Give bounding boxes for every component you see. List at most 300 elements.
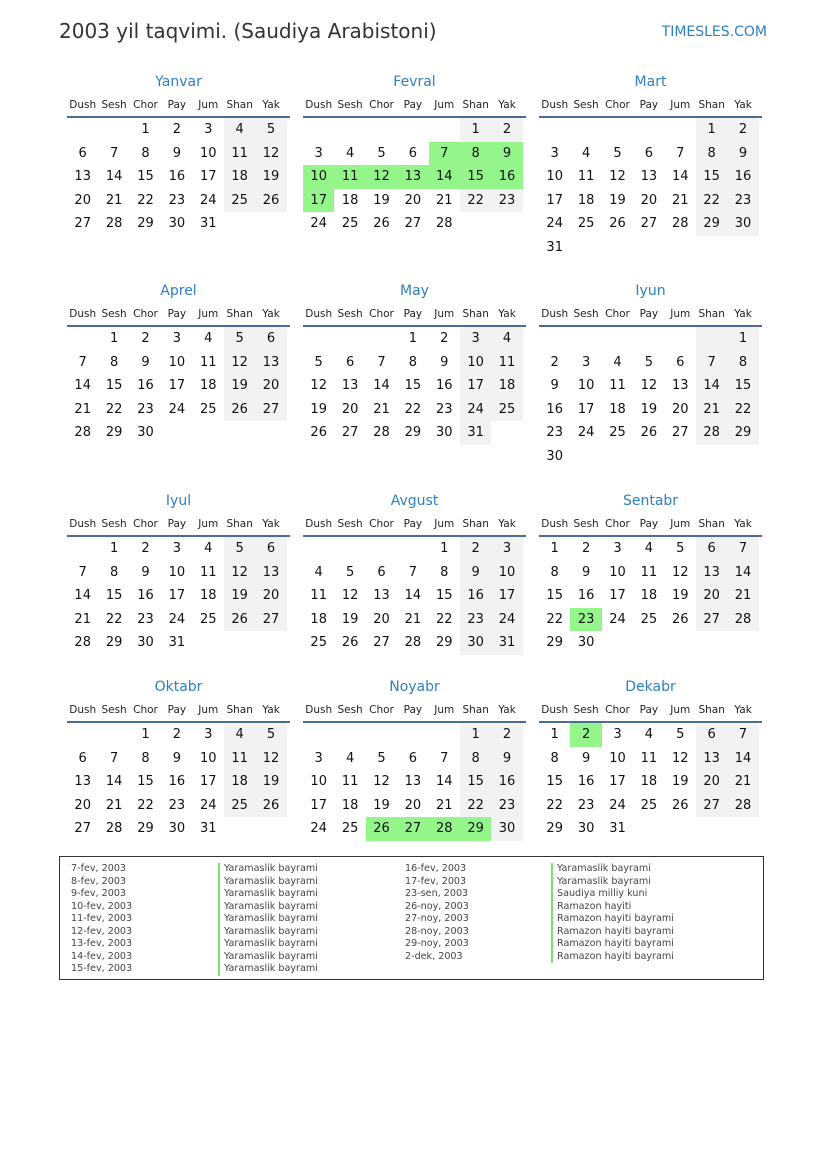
day-cell[interactable]: 12 bbox=[255, 747, 286, 771]
day-cell[interactable]: 16 bbox=[137, 588, 154, 604]
day-cell[interactable]: 4 bbox=[345, 145, 355, 161]
day-cell[interactable]: 27 bbox=[255, 398, 286, 422]
day-cell[interactable]: 14 bbox=[435, 774, 453, 790]
day-cell[interactable]: 10 bbox=[199, 750, 217, 766]
day-cell[interactable]: 22 bbox=[435, 611, 453, 627]
day-cell[interactable]: 10 bbox=[609, 750, 626, 766]
day-cell[interactable]: 9 bbox=[440, 354, 449, 370]
day-cell[interactable]: 30 bbox=[435, 425, 453, 441]
day-cell[interactable]: 24 bbox=[609, 611, 626, 627]
day-cell[interactable]: 30 bbox=[491, 817, 522, 841]
day-cell[interactable]: 19 bbox=[341, 611, 359, 627]
day-cell[interactable]: 9 bbox=[550, 378, 559, 394]
day-cell[interactable]: 1 bbox=[696, 118, 727, 142]
day-cell[interactable]: 25 bbox=[640, 611, 658, 627]
day-cell[interactable]: 11 bbox=[334, 165, 365, 189]
day-cell[interactable]: 15 bbox=[696, 165, 727, 189]
day-cell[interactable]: 26 bbox=[224, 608, 255, 632]
day-cell[interactable]: 30 bbox=[137, 635, 154, 651]
day-cell[interactable]: 3 bbox=[460, 327, 491, 351]
day-cell[interactable]: 11 bbox=[491, 351, 522, 375]
day-cell[interactable]: 26 bbox=[255, 794, 286, 818]
day-cell[interactable]: 25 bbox=[199, 611, 217, 627]
day-cell[interactable]: 16 bbox=[491, 165, 522, 189]
day-cell[interactable]: 6 bbox=[408, 750, 417, 766]
day-cell[interactable]: 12 bbox=[609, 169, 626, 185]
day-cell[interactable]: 8 bbox=[460, 747, 491, 771]
day-cell[interactable]: 21 bbox=[373, 401, 390, 417]
day-cell[interactable]: 24 bbox=[546, 216, 563, 232]
day-cell[interactable]: 21 bbox=[696, 398, 727, 422]
day-cell[interactable]: 5 bbox=[613, 145, 622, 161]
day-cell[interactable]: 19 bbox=[373, 797, 390, 813]
day-cell[interactable]: 1 bbox=[727, 327, 758, 351]
day-cell[interactable]: 24 bbox=[577, 425, 595, 441]
day-cell[interactable]: 1 bbox=[460, 723, 491, 747]
day-cell[interactable]: 16 bbox=[491, 770, 522, 794]
day-cell[interactable]: 31 bbox=[199, 216, 217, 232]
day-cell[interactable]: 10 bbox=[577, 378, 595, 394]
day-cell[interactable]: 22 bbox=[137, 797, 154, 813]
day-cell[interactable]: 15 bbox=[137, 169, 154, 185]
day-cell[interactable]: 6 bbox=[255, 537, 286, 561]
day-cell[interactable]: 11 bbox=[224, 142, 255, 166]
day-cell[interactable]: 28 bbox=[105, 216, 123, 232]
day-cell[interactable]: 2 bbox=[491, 118, 522, 142]
day-cell[interactable]: 2 bbox=[172, 727, 181, 742]
day-cell[interactable]: 21 bbox=[671, 192, 689, 208]
day-cell[interactable]: 17 bbox=[168, 378, 186, 394]
day-cell[interactable]: 25 bbox=[609, 425, 626, 441]
day-cell[interactable]: 12 bbox=[373, 774, 390, 790]
day-cell[interactable]: 6 bbox=[696, 723, 727, 747]
day-cell[interactable]: 28 bbox=[105, 821, 123, 837]
day-cell[interactable]: 30 bbox=[577, 821, 595, 837]
day-cell[interactable]: 17 bbox=[199, 774, 217, 790]
day-cell[interactable]: 22 bbox=[546, 797, 563, 813]
day-cell[interactable]: 31 bbox=[199, 821, 217, 837]
day-cell[interactable]: 19 bbox=[310, 401, 327, 417]
day-cell[interactable]: 3 bbox=[581, 354, 591, 370]
brand-link[interactable]: TIMESLES.COM bbox=[661, 24, 767, 40]
day-cell[interactable]: 9 bbox=[491, 142, 522, 166]
day-cell[interactable]: 17 bbox=[168, 588, 186, 604]
day-cell[interactable]: 22 bbox=[727, 398, 758, 422]
day-cell[interactable]: 29 bbox=[404, 425, 422, 441]
day-cell[interactable]: 28 bbox=[429, 817, 460, 841]
day-cell[interactable]: 19 bbox=[224, 584, 255, 608]
day-cell[interactable]: 26 bbox=[255, 189, 286, 213]
day-cell[interactable]: 9 bbox=[460, 561, 491, 585]
day-cell[interactable]: 31 bbox=[609, 821, 626, 837]
day-cell[interactable]: 3 bbox=[172, 541, 181, 556]
day-cell[interactable]: 4 bbox=[224, 723, 255, 747]
day-cell[interactable]: 8 bbox=[727, 351, 758, 375]
day-cell[interactable]: 26 bbox=[310, 425, 327, 441]
day-cell[interactable]: 19 bbox=[224, 374, 255, 398]
day-cell[interactable]: 26 bbox=[366, 817, 397, 841]
day-cell[interactable]: 3 bbox=[204, 122, 213, 137]
day-cell[interactable]: 13 bbox=[696, 561, 727, 585]
day-cell[interactable]: 23 bbox=[570, 608, 601, 632]
day-cell[interactable]: 23 bbox=[546, 425, 563, 441]
day-cell[interactable]: 10 bbox=[491, 561, 522, 585]
day-cell[interactable]: 22 bbox=[546, 611, 563, 627]
day-cell[interactable]: 23 bbox=[577, 797, 595, 813]
day-cell[interactable]: 1 bbox=[408, 331, 417, 346]
day-cell[interactable]: 6 bbox=[78, 750, 87, 766]
day-cell[interactable]: 1 bbox=[141, 122, 150, 137]
day-cell[interactable]: 7 bbox=[408, 564, 417, 580]
day-cell[interactable]: 22 bbox=[460, 189, 491, 213]
day-cell[interactable]: 31 bbox=[546, 239, 563, 255]
day-cell[interactable]: 13 bbox=[671, 378, 689, 394]
day-cell[interactable]: 15 bbox=[546, 588, 563, 604]
day-cell[interactable]: 29 bbox=[137, 216, 154, 232]
day-cell[interactable]: 6 bbox=[78, 145, 87, 161]
day-cell[interactable]: 5 bbox=[224, 537, 255, 561]
day-cell[interactable]: 2 bbox=[141, 331, 150, 346]
day-cell[interactable]: 8 bbox=[550, 564, 559, 580]
day-cell[interactable]: 27 bbox=[341, 425, 359, 441]
day-cell[interactable]: 30 bbox=[137, 425, 154, 441]
day-cell[interactable]: 30 bbox=[727, 212, 758, 236]
day-cell[interactable]: 30 bbox=[168, 821, 186, 837]
day-cell[interactable]: 17 bbox=[546, 192, 563, 208]
day-cell[interactable]: 26 bbox=[341, 635, 359, 651]
day-cell[interactable]: 12 bbox=[671, 750, 689, 766]
day-cell[interactable]: 12 bbox=[366, 165, 397, 189]
day-cell[interactable]: 25 bbox=[224, 794, 255, 818]
day-cell[interactable]: 25 bbox=[199, 401, 217, 417]
day-cell[interactable]: 28 bbox=[727, 794, 758, 818]
day-cell[interactable]: 25 bbox=[491, 398, 522, 422]
day-cell[interactable]: 13 bbox=[696, 747, 727, 771]
day-cell[interactable]: 1 bbox=[550, 541, 559, 556]
day-cell[interactable]: 20 bbox=[74, 797, 91, 813]
day-cell[interactable]: 20 bbox=[696, 770, 727, 794]
day-cell[interactable]: 18 bbox=[577, 192, 595, 208]
day-cell[interactable]: 3 bbox=[314, 145, 323, 161]
day-cell[interactable]: 24 bbox=[491, 608, 522, 632]
day-cell[interactable]: 14 bbox=[105, 774, 123, 790]
day-cell[interactable]: 27 bbox=[397, 817, 428, 841]
day-cell[interactable]: 21 bbox=[105, 192, 123, 208]
day-cell[interactable]: 17 bbox=[491, 584, 522, 608]
day-cell[interactable]: 5 bbox=[255, 118, 286, 142]
day-cell[interactable]: 1 bbox=[109, 331, 119, 346]
day-cell[interactable]: 29 bbox=[696, 212, 727, 236]
day-cell[interactable]: 18 bbox=[341, 192, 359, 208]
day-cell[interactable]: 27 bbox=[373, 635, 390, 651]
day-cell[interactable]: 14 bbox=[105, 169, 123, 185]
day-cell[interactable]: 30 bbox=[546, 448, 563, 464]
day-cell[interactable]: 27 bbox=[74, 821, 91, 837]
day-cell[interactable]: 4 bbox=[613, 354, 622, 370]
day-cell[interactable]: 10 bbox=[199, 145, 217, 161]
day-cell[interactable]: 14 bbox=[671, 169, 689, 185]
day-cell[interactable]: 4 bbox=[314, 564, 323, 580]
day-cell[interactable]: 24 bbox=[310, 821, 327, 837]
day-cell[interactable]: 30 bbox=[460, 631, 491, 655]
day-cell[interactable]: 8 bbox=[408, 354, 417, 370]
day-cell[interactable]: 18 bbox=[224, 770, 255, 794]
day-cell[interactable]: 17 bbox=[460, 374, 491, 398]
day-cell[interactable]: 11 bbox=[609, 378, 626, 394]
day-cell[interactable]: 23 bbox=[727, 189, 758, 213]
day-cell[interactable]: 8 bbox=[460, 142, 491, 166]
day-cell[interactable]: 29 bbox=[460, 817, 491, 841]
day-cell[interactable]: 12 bbox=[640, 378, 658, 394]
day-cell[interactable]: 31 bbox=[168, 635, 186, 651]
day-cell[interactable]: 9 bbox=[581, 750, 591, 766]
day-cell[interactable]: 16 bbox=[168, 169, 186, 185]
day-cell[interactable]: 20 bbox=[341, 401, 359, 417]
day-cell[interactable]: 20 bbox=[696, 584, 727, 608]
day-cell[interactable]: 9 bbox=[172, 145, 181, 161]
day-cell[interactable]: 18 bbox=[310, 611, 327, 627]
day-cell[interactable]: 10 bbox=[168, 564, 186, 580]
day-cell[interactable]: 11 bbox=[640, 750, 658, 766]
day-cell[interactable]: 25 bbox=[341, 821, 359, 837]
day-cell[interactable]: 13 bbox=[255, 351, 286, 375]
day-cell[interactable]: 26 bbox=[671, 797, 689, 813]
day-cell[interactable]: 6 bbox=[644, 145, 653, 161]
day-cell[interactable]: 7 bbox=[109, 145, 119, 161]
day-cell[interactable]: 30 bbox=[577, 635, 595, 651]
day-cell[interactable]: 21 bbox=[404, 611, 422, 627]
day-cell[interactable]: 26 bbox=[609, 216, 626, 232]
day-cell[interactable]: 20 bbox=[373, 611, 390, 627]
day-cell[interactable]: 19 bbox=[255, 165, 286, 189]
day-cell[interactable]: 10 bbox=[609, 564, 626, 580]
day-cell[interactable]: 24 bbox=[168, 401, 186, 417]
day-cell[interactable]: 26 bbox=[373, 216, 390, 232]
day-cell[interactable]: 21 bbox=[727, 770, 758, 794]
day-cell[interactable]: 1 bbox=[141, 727, 150, 742]
day-cell[interactable]: 4 bbox=[581, 145, 591, 161]
day-cell[interactable]: 14 bbox=[727, 561, 758, 585]
day-cell[interactable]: 12 bbox=[224, 351, 255, 375]
day-cell[interactable]: 26 bbox=[640, 425, 658, 441]
day-cell[interactable]: 18 bbox=[609, 401, 626, 417]
day-cell[interactable]: 13 bbox=[397, 165, 428, 189]
day-cell[interactable]: 28 bbox=[404, 635, 422, 651]
day-cell[interactable]: 22 bbox=[696, 189, 727, 213]
day-cell[interactable]: 7 bbox=[727, 723, 758, 747]
day-cell[interactable]: 23 bbox=[435, 401, 453, 417]
day-cell[interactable]: 14 bbox=[429, 165, 460, 189]
day-cell[interactable]: 2 bbox=[727, 118, 758, 142]
day-cell[interactable]: 7 bbox=[429, 142, 460, 166]
day-cell[interactable]: 10 bbox=[310, 774, 327, 790]
day-cell[interactable]: 8 bbox=[141, 750, 150, 766]
day-cell[interactable]: 16 bbox=[137, 378, 154, 394]
day-cell[interactable]: 9 bbox=[491, 747, 522, 771]
day-cell[interactable]: 31 bbox=[491, 631, 522, 655]
day-cell[interactable]: 29 bbox=[727, 421, 758, 445]
day-cell[interactable]: 25 bbox=[310, 635, 327, 651]
day-cell[interactable]: 3 bbox=[172, 331, 181, 346]
day-cell[interactable]: 15 bbox=[105, 588, 123, 604]
day-cell[interactable]: 29 bbox=[105, 425, 123, 441]
day-cell[interactable]: 12 bbox=[224, 561, 255, 585]
day-cell[interactable]: 17 bbox=[577, 401, 595, 417]
day-cell[interactable]: 4 bbox=[644, 541, 653, 556]
day-cell[interactable]: 13 bbox=[404, 774, 422, 790]
day-cell[interactable]: 17 bbox=[609, 774, 626, 790]
day-cell[interactable]: 7 bbox=[377, 354, 386, 370]
day-cell[interactable]: 5 bbox=[676, 727, 685, 742]
day-cell[interactable]: 2 bbox=[141, 541, 150, 556]
day-cell[interactable]: 28 bbox=[435, 216, 453, 232]
day-cell[interactable]: 29 bbox=[546, 821, 563, 837]
day-cell[interactable]: 10 bbox=[303, 165, 334, 189]
day-cell[interactable]: 3 bbox=[613, 727, 622, 742]
day-cell[interactable]: 23 bbox=[491, 189, 522, 213]
day-cell[interactable]: 22 bbox=[105, 611, 123, 627]
day-cell[interactable]: 18 bbox=[199, 378, 217, 394]
day-cell[interactable]: 9 bbox=[727, 142, 758, 166]
day-cell[interactable]: 25 bbox=[341, 216, 359, 232]
day-cell[interactable]: 5 bbox=[377, 750, 386, 766]
day-cell[interactable]: 27 bbox=[696, 794, 727, 818]
day-cell[interactable]: 16 bbox=[577, 588, 595, 604]
day-cell[interactable]: 8 bbox=[109, 564, 119, 580]
day-cell[interactable]: 14 bbox=[727, 747, 758, 771]
day-cell[interactable]: 14 bbox=[74, 378, 91, 394]
day-cell[interactable]: 7 bbox=[78, 564, 87, 580]
day-cell[interactable]: 2 bbox=[550, 354, 559, 370]
day-cell[interactable]: 22 bbox=[404, 401, 422, 417]
day-cell[interactable]: 16 bbox=[460, 584, 491, 608]
day-cell[interactable]: 3 bbox=[550, 145, 559, 161]
day-cell[interactable]: 28 bbox=[373, 425, 390, 441]
day-cell[interactable]: 20 bbox=[255, 584, 286, 608]
day-cell[interactable]: 28 bbox=[671, 216, 689, 232]
day-cell[interactable]: 22 bbox=[460, 794, 491, 818]
day-cell[interactable]: 18 bbox=[224, 165, 255, 189]
day-cell[interactable]: 20 bbox=[640, 192, 658, 208]
day-cell[interactable]: 17 bbox=[609, 588, 626, 604]
day-cell[interactable]: 21 bbox=[74, 611, 91, 627]
day-cell[interactable]: 7 bbox=[676, 145, 685, 161]
day-cell[interactable]: 17 bbox=[303, 189, 334, 213]
day-cell[interactable]: 5 bbox=[314, 354, 323, 370]
day-cell[interactable]: 14 bbox=[696, 374, 727, 398]
day-cell[interactable]: 24 bbox=[609, 797, 626, 813]
day-cell[interactable]: 11 bbox=[199, 564, 217, 580]
day-cell[interactable]: 13 bbox=[341, 378, 359, 394]
day-cell[interactable]: 27 bbox=[640, 216, 658, 232]
day-cell[interactable]: 3 bbox=[613, 541, 622, 556]
day-cell[interactable]: 20 bbox=[404, 192, 422, 208]
day-cell[interactable]: 15 bbox=[105, 378, 123, 394]
day-cell[interactable]: 11 bbox=[224, 747, 255, 771]
day-cell[interactable]: 3 bbox=[491, 537, 522, 561]
day-cell[interactable]: 2 bbox=[581, 541, 591, 556]
day-cell[interactable]: 15 bbox=[435, 588, 453, 604]
day-cell[interactable]: 21 bbox=[435, 797, 453, 813]
day-cell[interactable]: 25 bbox=[224, 189, 255, 213]
day-cell[interactable]: 11 bbox=[577, 169, 595, 185]
day-cell[interactable]: 24 bbox=[199, 192, 217, 208]
day-cell[interactable]: 22 bbox=[105, 401, 123, 417]
day-cell[interactable]: 11 bbox=[310, 588, 327, 604]
day-cell[interactable]: 12 bbox=[341, 588, 359, 604]
day-cell[interactable]: 23 bbox=[168, 797, 186, 813]
day-cell[interactable]: 6 bbox=[408, 145, 417, 161]
day-cell[interactable]: 27 bbox=[74, 216, 91, 232]
day-cell[interactable]: 20 bbox=[404, 797, 422, 813]
day-cell[interactable]: 21 bbox=[435, 192, 453, 208]
day-cell[interactable]: 26 bbox=[671, 611, 689, 627]
day-cell[interactable]: 6 bbox=[696, 537, 727, 561]
day-cell[interactable]: 5 bbox=[676, 541, 685, 556]
day-cell[interactable]: 19 bbox=[671, 774, 689, 790]
day-cell[interactable]: 7 bbox=[440, 750, 449, 766]
day-cell[interactable]: 15 bbox=[137, 774, 154, 790]
day-cell[interactable]: 27 bbox=[404, 216, 422, 232]
day-cell[interactable]: 25 bbox=[577, 216, 595, 232]
day-cell[interactable]: 18 bbox=[640, 774, 658, 790]
day-cell[interactable]: 28 bbox=[74, 425, 91, 441]
day-cell[interactable]: 16 bbox=[577, 774, 595, 790]
day-cell[interactable]: 8 bbox=[440, 564, 449, 580]
day-cell[interactable]: 1 bbox=[460, 118, 491, 142]
day-cell[interactable]: 21 bbox=[727, 584, 758, 608]
day-cell[interactable]: 14 bbox=[373, 378, 390, 394]
day-cell[interactable]: 19 bbox=[609, 192, 626, 208]
day-cell[interactable]: 27 bbox=[671, 425, 689, 441]
day-cell[interactable]: 5 bbox=[377, 145, 386, 161]
day-cell[interactable]: 4 bbox=[345, 750, 355, 766]
day-cell[interactable]: 6 bbox=[676, 354, 685, 370]
day-cell[interactable]: 19 bbox=[640, 401, 658, 417]
day-cell[interactable]: 30 bbox=[168, 216, 186, 232]
day-cell[interactable]: 29 bbox=[546, 635, 563, 651]
day-cell[interactable]: 21 bbox=[105, 797, 123, 813]
day-cell[interactable]: 5 bbox=[345, 564, 355, 580]
day-cell[interactable]: 16 bbox=[168, 774, 186, 790]
day-cell[interactable]: 1 bbox=[550, 727, 559, 742]
day-cell[interactable]: 13 bbox=[373, 588, 390, 604]
day-cell[interactable]: 19 bbox=[255, 770, 286, 794]
day-cell[interactable]: 4 bbox=[204, 331, 213, 346]
day-cell[interactable]: 9 bbox=[141, 564, 150, 580]
day-cell[interactable]: 19 bbox=[373, 192, 390, 208]
day-cell[interactable]: 5 bbox=[644, 354, 653, 370]
day-cell[interactable]: 12 bbox=[671, 564, 689, 580]
day-cell[interactable]: 6 bbox=[377, 564, 386, 580]
day-cell[interactable]: 15 bbox=[460, 165, 491, 189]
day-cell[interactable]: 7 bbox=[727, 537, 758, 561]
day-cell[interactable]: 9 bbox=[172, 750, 181, 766]
day-cell[interactable]: 18 bbox=[341, 797, 359, 813]
day-cell[interactable]: 28 bbox=[727, 608, 758, 632]
day-cell[interactable]: 8 bbox=[109, 354, 119, 370]
day-cell[interactable]: 29 bbox=[137, 821, 154, 837]
day-cell[interactable]: 7 bbox=[78, 354, 87, 370]
day-cell[interactable]: 16 bbox=[435, 378, 453, 394]
day-cell[interactable]: 27 bbox=[255, 608, 286, 632]
day-cell[interactable]: 15 bbox=[727, 374, 758, 398]
day-cell[interactable]: 11 bbox=[640, 564, 658, 580]
day-cell[interactable]: 2 bbox=[570, 723, 601, 747]
day-cell[interactable]: 23 bbox=[491, 794, 522, 818]
day-cell[interactable]: 5 bbox=[255, 723, 286, 747]
day-cell[interactable]: 13 bbox=[255, 561, 286, 585]
